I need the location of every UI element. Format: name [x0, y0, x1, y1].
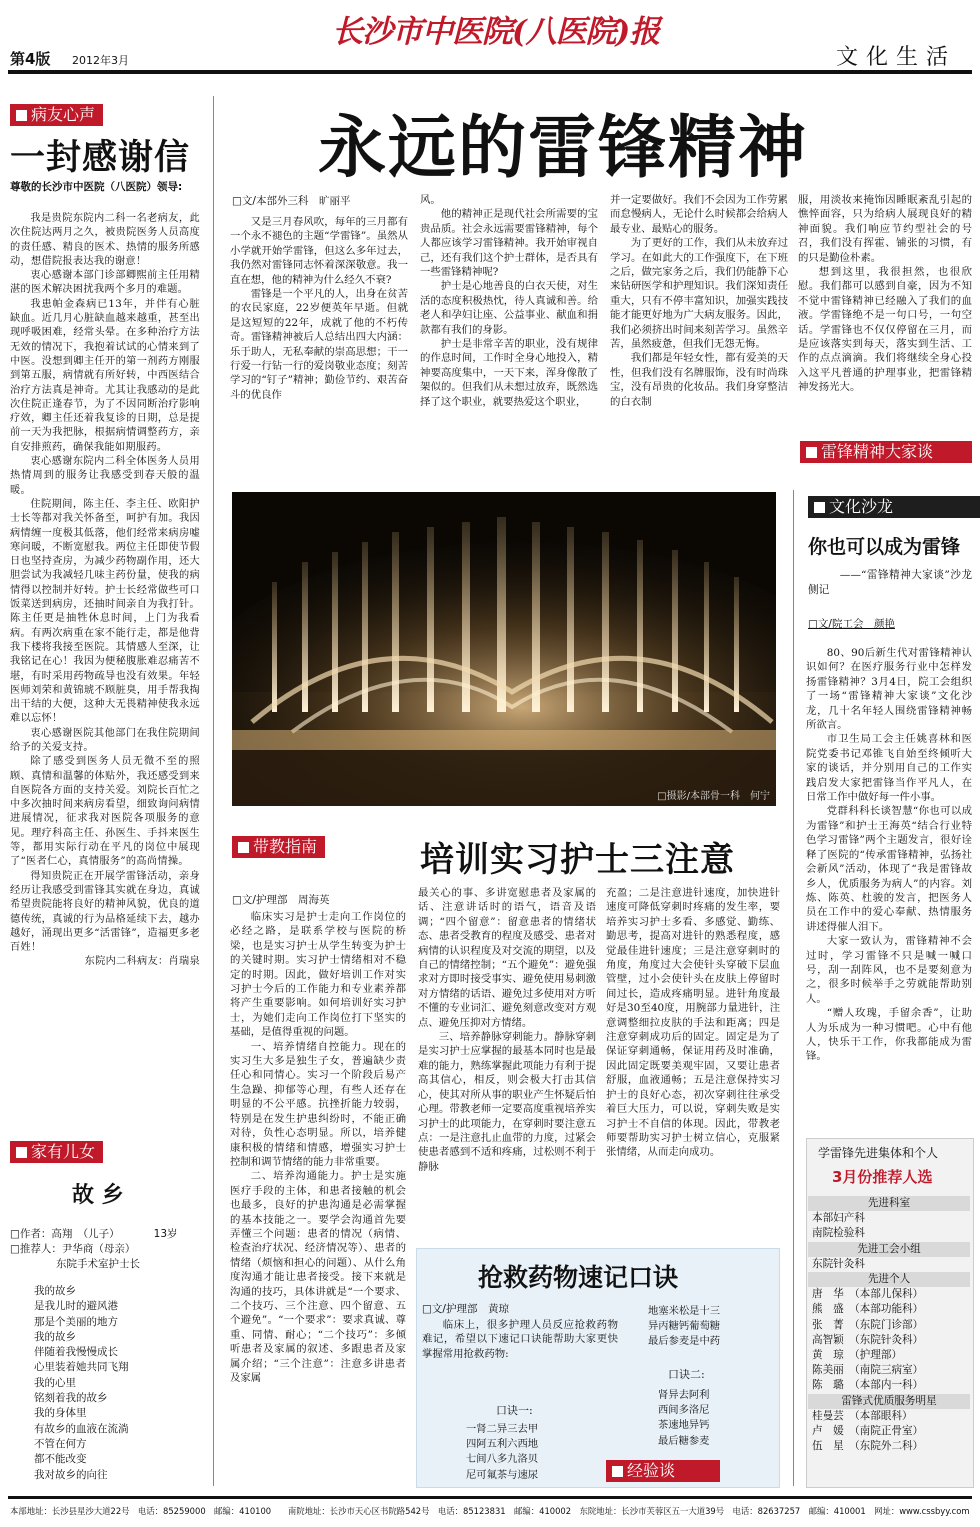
- recommend-title: 3月份推荐人选: [832, 1168, 933, 1186]
- section-name: 文化生活: [836, 45, 957, 70]
- list-item: 黄 琼 （护理部）: [812, 1349, 903, 1362]
- list-item: 唐 华 （本部儿保科）: [812, 1288, 924, 1301]
- main-col-1: 又是三月春风吹，每年的三月都有一个永不褪色的主题“学雷锋”。虽然从小学就开始学雷锋，但这么多年过去，我仍然对雷锋同志怀着深深敬意。我一直在想，他的精神为什么经久不衰? 雷锋是一个平凡的人，出身在贫苦的农民家庭，22岁便英年早逝。但就是这短短的22年，成就了他的不朽传奇。雷锋精神被后人总结出四大内涵：乐于助人，无私奉献的崇高思想；干一行爱一行钻一行的爱岗敬业态度；刻苦学习的“钉子”精神；勤俭节约、艰苦奋斗的优良作: [230, 216, 408, 401]
- main-article-title: 永远的雷锋精神: [318, 109, 809, 188]
- letter-body: 我是贵院东院内二科一名老病友，此次住院达两月之久，被贵院医务人员高度的责任感、精良的医术、热情的服务所感动，想借院报表达我的谢意！ 衷心感谢本部门诊部卿熙前主任用精湛的医术解决困扰我两个多月的难题。 我患帕金森病已13年，并伴有心脏缺血。近几月心脏缺血越来越重，甚至出现呼吸困难，经常头晕。在多种治疗方法无效的情况下，我抱着试试的心情来到了中医。没想到卿主任开的第一剂药方刚服到第五服，病情就有所好转，中西医结合治疗方法真是神奇。尤其让我感动的是此次住院正逢春节，为了不因同断治疗影响疗效，卿主任还着我复诊的日期，总是提前一天为我把脉，根据病情调整药方，亲自安排煎药，确保我能如期服药。 衷心感谢东院内二科全体医务人员用热情周到的服务让我感受到春天般的温暖。 住院期间，陈主任、李主任、欧阳护士长等都对我关怀备至，呵护有加。我因病情缠一度极其低落，他们经常来病房嘘寒问暖，不断宽慰我。两位主任即使节假日也坚持查房，为减少药物副作用，还大胆尝试为我减轻几味主药份量，使我的病情得以控制并好转。护士长经常做些可口饭菜送到病房，还抽时间亲自为我打针。陈主任更是抽牲休息时间，上门为我看病。有两次病重在家不能行走，都是他背我下楼将我接至医院。其情感人至深，让我铭记在心！我因为便秘腹胀难忍痛苦不堪，有时采用药物疏导也没有效果。年轻医师刘荣和黄锦琥不顾脏臭，用手帮我掏出干结的大便，这种大无畏精神使我永远难以忘怀！ 衷心感谢医院其他部门在我住院期间给予的关爱支持。 除了感受到医务人员无微不至的照顾、真情和温馨的体贴外，我还感受到来自医院各方面的支持关爱。刘院长百忙之中多次抽时间来病房看望，细致询问病情进展情况，征求我对医院各项服务的意见。理疗科高主任、孙医生、手抖来医生等，都用实际行动在平凡的岗位中展现了“医者仁心，真情服务”的高尚情操。 得知贵院正在开展学雷锋活动，亲身经历让我感受到雷锋其实就在身边，真诚希望贵院能将良好的精神风貌，优良的道德传统，真诚的行为品格延续下去，越办越好，涌现出更多“活雷锋”，造福更多老百姓！ 东院内二科病友：肖瑞泉: [10, 212, 200, 1097]
- masthead-rule: [8, 70, 972, 74]
- masthead: [0, 0, 980, 72]
- letter-signature: 东院内二科病友：肖瑞泉: [84, 956, 200, 968]
- footer-address: 本部地址：长沙县星沙大道22号 电话：85259000 邮编：410100 南院地址：长沙市天心区书院路542号 电话：85123831 邮编：410002 东院地址：长沙市芙蓉区五一大道39号 电话：82637257 邮编：410001 网址：www.cssbyy.com: [10, 1506, 970, 1516]
- list-item: 陈 璐 （本部内一科）: [812, 1379, 924, 1392]
- section-label-culture-salon: 文化沙龙: [808, 496, 980, 518]
- salon-byline: □文/院工会 颜艳: [808, 618, 895, 630]
- letter-greeting: 尊敬的长沙市中医院（八医院）领导:: [10, 181, 183, 193]
- section-label-leifeng-talk: 雷锋精神大家谈: [800, 441, 972, 463]
- poem-author: □作者：高翔 （儿子） 13岁: [10, 1228, 178, 1240]
- section-label-patient-voice: 病友心声: [10, 104, 103, 126]
- main-col-4: 服，用淡妆来掩饰因睡眠紊乱引起的憔悴面容，只为给病人展现良好的精神面貌。我们响应节约型社会的号召，我们没有挥霍、铺张的习惯，有的只是勤俭朴素。 想到这里，我很担然，也很欣慰。我们都可以感到自豪，因为不知不觉中雷锋精神已经融入了我们的血液。学雷锋绝不是一句口号，一句空话。学雷锋也不仅仅停留在三月，而是应该落实到每天，落实到生活、工作的点点滴滴。我们将继续全身心投入这平凡普通的护理事业，把雷锋精神发扬光大。: [798, 194, 972, 394]
- mnemonic-intro: 临床上，很多护理人员反应抢救药物难记，希望以下速记口诀能帮助大家更快掌握常用抢救药物:: [422, 1319, 618, 1360]
- section-label-teaching: 带教指南: [232, 836, 325, 858]
- mnemonic-title: 抢救药物速记口诀: [478, 1263, 679, 1292]
- training-col-1: 临床实习是护士走向工作岗位的必经之路，是联系学校与医院的桥梁，也是实习护士从学生转变为护士的关键时期。实习护士情绪相对不稳定的时期。因此，做好培训工作对实习护士今后的工作能力和专业素养都将产生重要影响。如何培训好实习护士，为她们走向工作岗位打下坚实的基础，是值得重视的问题。 一、培养情绪自控能力。现在的实习生大多是独生子女，普遍缺少责任心和同情心。实习一个阶段后易产生急躁、抑郁等心理，有些人还存在明显的不公平感。抗挫折能力较弱，特别是在发生护患纠纷时，不能正确对待，负性心态明显。所以，培养健康积极的情绪和情感，增强实习护士控制和调节情绪的能力非常重要。 二、培养沟通能力。护士是实施医疗手段的主体，和患者接触的机会也最多，良好的护患沟通是必需掌握的基本技能之一。要学会沟通首先要弄懂三个问题：患者的情况（病情、检查治疗状况、经济情况等）、患者的情绪（烦恼和担心的问题）、从什么角度沟通才能让患者接受。接下来就是沟通的技巧，具体讲就是“一个要求、二个技巧、三个注意、四个留意、五个避免”。“一个要求”：要求真诚、尊重、同情、耐心；“二个技巧”：多倾听患者及家属的叙述、多跟患者及家属介绍；“三个注意”：注意多讲患者及家属: [230, 911, 406, 1384]
- list-item: 本部妇产科: [812, 1212, 865, 1225]
- list-item: 南院检验科: [812, 1227, 865, 1240]
- group-label: 雷锋式优质服务明星: [808, 1394, 970, 1409]
- photo-caption: □摄影/本部骨一科 何宁: [657, 791, 770, 802]
- fountain-image: [232, 492, 776, 806]
- group-label: 先进个人: [808, 1272, 970, 1287]
- group-label: 先进科室: [808, 1196, 970, 1211]
- poem-title: 故 乡: [72, 1183, 124, 1208]
- training-col-2: 最关心的事、多讲宽慰患者及家属的话、注意讲话时的语气，语音及语调；“四个留意”：留意患者的情绪状态、患者受教育的程度及感受、患者对病情的认识程度及对交流的期望，以及自己的情绪控制；“五个避免”：避免强求对方即时接受事实、避免使用易刺激对方情绪的话语、避免过多使用对方听不懂的专业词汇、避免刻意改变对方观点、避免压抑对方情绪。 三、培养静脉穿刺能力。静脉穿刺是实习护士应掌握的最基本同时也是最难的能力，熟练掌握此项能力有利于提高其信心，相反，则会极大打击其信心，使其对所从事的职业产生怀疑后怕心理。带教老师一定要高度重视培养实习护士的此项能力，在穿刺时要注意五点：一是注意扎止血带的力度，过紧会使患者感到不适和疼痛，过松则不利于静脉: [418, 887, 596, 1173]
- column-divider-right: [793, 490, 794, 1486]
- salon-subtitle: ——“雷锋精神大家谈”沙龙侧记: [808, 569, 972, 596]
- recommend-header: 学雷锋先进集体和个人: [818, 1146, 939, 1160]
- footer-rule: [8, 1496, 972, 1499]
- section-label-experience: 经验谈: [606, 1460, 720, 1482]
- list-item: 陈美丽 （南院三病室）: [812, 1364, 924, 1377]
- paper-name: 长沙市中医院(八医院)报: [332, 14, 660, 50]
- verse2-lines: 肾异去阿利 西间多洛尼 茶速地异钙 最后糖参麦: [658, 1389, 710, 1447]
- edition-date: 2012年3月: [72, 54, 129, 67]
- training-title: 培训实习护士三注意: [420, 840, 735, 880]
- list-item: 卢 媛 （南院正骨室）: [812, 1425, 924, 1438]
- poem-recommender: □推荐人：尹华商（母亲）: [10, 1243, 136, 1255]
- verse1-cont-lines: 地塞米松是十三 异丙糖钙葡萄糖 最后参麦是中药: [648, 1305, 721, 1348]
- list-item: 东院针灸科: [812, 1257, 865, 1270]
- list-item: 熊 盛 （本部功能科）: [812, 1303, 924, 1316]
- section-label-family: 家有儿女: [10, 1141, 103, 1163]
- list-item: 高智颖 （东院针灸科）: [812, 1333, 924, 1346]
- fountain-photo: [232, 492, 776, 806]
- recommend-list: [808, 1196, 970, 1454]
- main-article-byline: □文/本部外三科 旷丽平: [232, 195, 351, 207]
- mnemonic-byline: □文/护理部 黄琼: [422, 1303, 509, 1315]
- verse1-lines: 一肾二异三去甲 四阿五利六西地 七间八多九洛贝 尼可氟茶与速尿: [466, 1423, 539, 1481]
- group-label: 先进工会小组: [808, 1242, 970, 1257]
- training-col-3: 充盈；二是注意进针速度，加快进针速度可降低穿刺时疼痛的发生率，要培养实习护士多看、多感觉、勤练、勤思考，提高对进针的熟悉程度，感觉最佳进针速度；三是注意穿刺时的角度，角度过大会使针头穿破下层血管壁，过小会使针头在皮肤上停留时间过长，造成疼痛明显。进针角度最好是30至40度，用腕部力量进针，注意调整细拉皮肤的手法和距离；四是注意穿刺成功后的固定。固定是为了保证穿刺通畅，保证用药及时准确，因此固定既要美观牢固，又要让患者舒服，血液通畅；五是注意保持实习护士的良好心态，初次穿刺往往承受着巨大压力，可以说，穿刺失败是实习护士不自信的体现。因此，带教老师要帮助实习护士树立信心，克服紧张情绪，从而走向成功。: [606, 887, 780, 1159]
- salon-title: 你也可以成为雷锋: [808, 536, 961, 558]
- poem-lines: 我的故乡 是我儿时的避风港 那是个美丽的地方 我的故乡 伴随着我慢慢成长 心里装着她共同飞翔 我的心里 铭刻着我的故乡 我的身体里 有故乡的血液在流淌 不管在何方 都不能改变 我对故乡的向往: [34, 1285, 129, 1481]
- main-col-3: 并一定要做好。我们不会因为工作劳累而怠慢病人，无论什么时候都会给病人最专业、最贴心的服务。 为了更好的工作，我们从未放弃过学习。在如此大的工作强度下，在下班之后，做完家务之后，我们仍能静下心来钻研医学和护理知识。我们深知责任重大，只有不停丰富知识，加强实践技能才能更好地为广大病友服务。因此，我们必须挤出时间来刻苦学习。虽然辛苦，虽然疲惫，但我们无怨无悔。 我们都是年轻女性，都有爱美的天性，但我们没有名牌服饰，没有时尚珠宝，没有昂贵的化妆品。我们身穿整洁的白衣制: [610, 194, 788, 408]
- column-divider-left: [213, 96, 214, 1486]
- list-item: 桂曼芸 （本部眼科）: [812, 1409, 913, 1422]
- edition-label: 第4版: [10, 50, 51, 68]
- salon-body: 80、90后新生代对雷锋精神认识如何？在医疗服务行业中怎样发扬雷锋精神？3月4日，院工会组织了一场“雷锋精神大家谈”文化沙龙，几十名年轻人围绕雷锋精神畅所欲言。 市卫生局工会主任姚喜林和医院党委书记邓锥飞自始至终倾听大家的谈话，并分别用自己的工作实践启发大家把雷锋当作平凡人，在日常工作中做好每一件小事。 党群科科长谈智慧“你也可以成为雷锋”和护士王海英“结合行业特色学习雷锋”两个主题发言，很好诠释了医院的“传承雷锋精神，弘扬社会新风”活动，体现了“我是雷锋故乡人，优质服务为病人”的内容。刘炼、陈英、杜骏的发言，把医务人员在工作中的爱心奉献、热情服务讲述得催人泪下。 大家一致认为，雷锋精神不会过时，学习雷锋不只是喊一喊口号，刮一刮阵风，也不是要刻意为之，很多时候举手之劳就能帮助别人。 “赠人玫瑰，手留余香”，让助人为乐成为一种习惯吧。心中有他人，快乐干工作，你我都能成为雷锋。: [806, 647, 972, 1063]
- letter-title: 一封感谢信: [10, 138, 191, 178]
- verse2-label: 口诀二:: [668, 1368, 705, 1381]
- list-item: 伍 星 （东院外二科）: [812, 1440, 924, 1453]
- main-col-2: 风。 他的精神正是现代社会所需要的宝贵品质。社会永远需要雷锋精神，每个人都应该学习雷锋精神。我开始审视自己，还有我们这个护士群体，是否具有一些雷锋精神呢? 护士是心地善良的白衣天使，对生活的态度积极热忱，待人真诚和善。给老人和孕妇让座、公益事业、献血和捐款都有我们的身影。 护士是非常辛苦的职业，没有规律的作息时间，工作时全身心地投入，精神要高度集中，一天下来，浑身像散了架似的。但我们从未想过放弃，既然选择了这个职业，就要热爱这个职业，: [420, 194, 598, 408]
- training-byline: □文/护理部 周海英: [232, 894, 330, 906]
- poem-recommender-dept: 东院手术室护士长: [56, 1258, 140, 1270]
- list-item: 张 菁 （东院门诊部）: [812, 1318, 924, 1331]
- verse1-label: 口诀一:: [496, 1404, 533, 1417]
